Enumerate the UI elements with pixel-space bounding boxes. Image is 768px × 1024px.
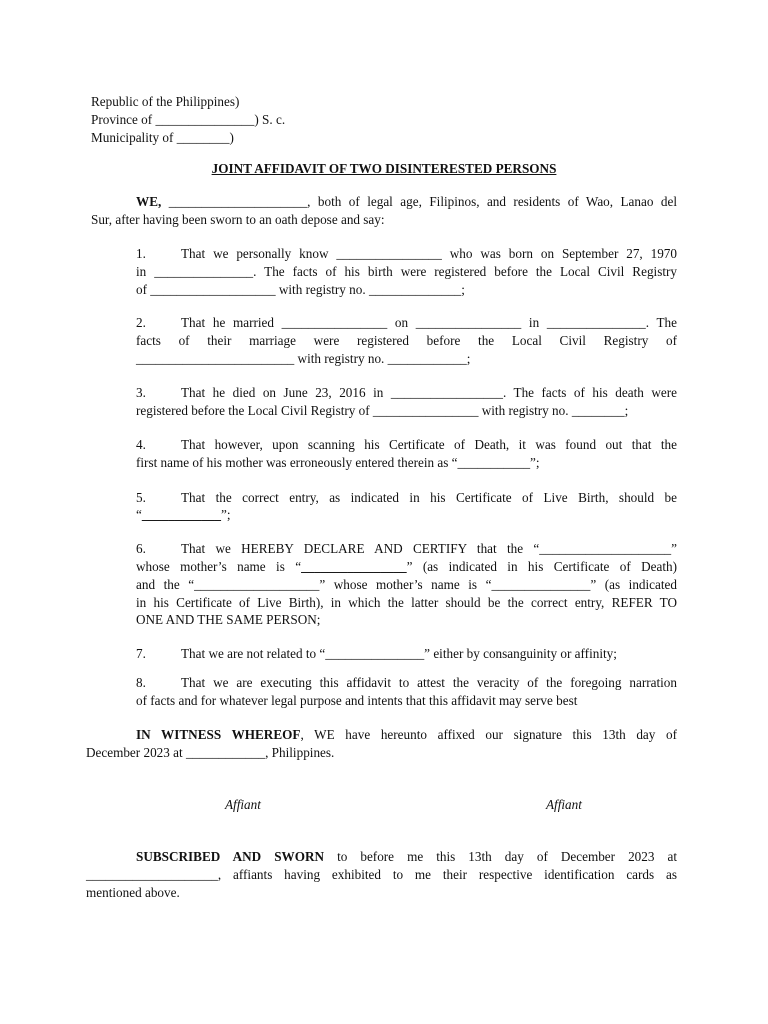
header-line-municipality: Municipality of ________) [91,130,234,145]
item-8-number: 8. [136,675,146,690]
item-3-line-2: registered before the Local Civil Registry of ________________ with registry no. ________; [136,403,629,418]
item-4-line-2: first name of his mother was erroneously entered therein as “___________”; [136,455,540,470]
item-2-line-3: ________________________ with registry no. ____________; [136,351,471,366]
item-7-number: 7. [136,646,146,661]
witness-line-2: December 2023 at ____________, Philippines. [86,745,335,760]
witness-heading: IN WITNESS WHEREOF [136,727,301,742]
document-title: JOINT AFFIDAVIT OF TWO DISINTERESTED PERSONS [211,161,557,176]
item-5-line-2 [136,507,231,523]
item-5-line-1: That the correct entry, as indicated in his Certificate of Live Birth, should be [181,490,677,505]
item-6-line-3: and the “___________________” whose mother’s name is “_______________” (as indicated [136,577,677,592]
jurat-line-1 [136,849,677,865]
item-4-number: 4. [136,437,146,452]
item-5-close-quote: ”; [220,507,231,522]
intro-line-2: Sur, after having been sworn to an oath depose and say: [91,212,385,227]
item-1-line-1: That we personally know ________________ who was born on September 27, 1970 [181,246,677,261]
item-4-line-1: That however, upon scanning his Certificate of Death, it was found out that the [181,437,677,452]
item-6-line-2-b: ” (as indicated in his Certificate of Death) [406,559,677,574]
affiant-label-left: Affiant [225,797,261,812]
item-3-line-1: That he died on June 23, 2016 in _________________. The facts of his death were [181,385,677,400]
item-5-blank: ____________ [141,507,221,522]
item-1-line-3: of ___________________ with registry no. ______________; [136,282,465,297]
item-8-line-2: of facts and for whatever legal purpose and intents that this affidavit may serve best [136,693,578,708]
affiant-label-right: Affiant [546,797,582,812]
item-6-line-5: ONE AND THE SAME PERSON; [136,612,321,627]
item-5-open-quote: “ [136,507,142,522]
item-8-line-1: That we are executing this affidavit to attest the veracity of the foregoing narration [181,675,677,690]
item-7-line-1: That we are not related to “_______________” either by consanguinity or affinity; [181,646,617,661]
intro-line-1 [136,194,677,210]
jurat-line-3: mentioned above. [86,885,180,900]
header-line-province: Province of _______________) S. c. [91,112,286,127]
jurat-line-1-text: to before me this 13th day of December 2023 at [324,849,677,864]
item-6-line-2 [136,559,677,575]
header-line-republic: Republic of the Philippines) [91,94,240,109]
item-3-number: 3. [136,385,146,400]
jurat-heading: SUBSCRIBED AND SWORN [136,849,325,864]
witness-line-1-text: , WE have hereunto affixed our signature this 13th day of [300,727,678,742]
item-1-number: 1. [136,246,146,261]
item-2-line-2: facts of their marriage were registered before the Local Civil Registry of [136,333,677,348]
intro-we: WE, [136,194,162,209]
item-6-line-2-a: whose mother’s name is “ [136,559,302,574]
item-6-line-4: in his Certificate of Live Birth), in which the latter should be the correct entry, REFER TO [136,595,677,610]
jurat-line-2: ____________________, affiants having exhibited to me their respective identification cards as [86,867,677,882]
item-2-number: 2. [136,315,146,330]
item-1-line-2: in _______________. The facts of his birth were registered before the Local Civil Registry [136,264,677,279]
intro-line-1-text: _____________________, both of legal age, Filipinos, and residents of Wao, Lanao del [161,194,677,209]
item-5-number: 5. [136,490,146,505]
item-2-line-1: That he married ________________ on ________________ in _______________. The [181,315,677,330]
item-6-blank: ________________ [301,559,407,574]
item-6-number: 6. [136,541,146,556]
witness-line-1 [136,727,677,743]
item-6-line-1: That we HEREBY DECLARE AND CERTIFY that the “____________________” [181,541,677,556]
